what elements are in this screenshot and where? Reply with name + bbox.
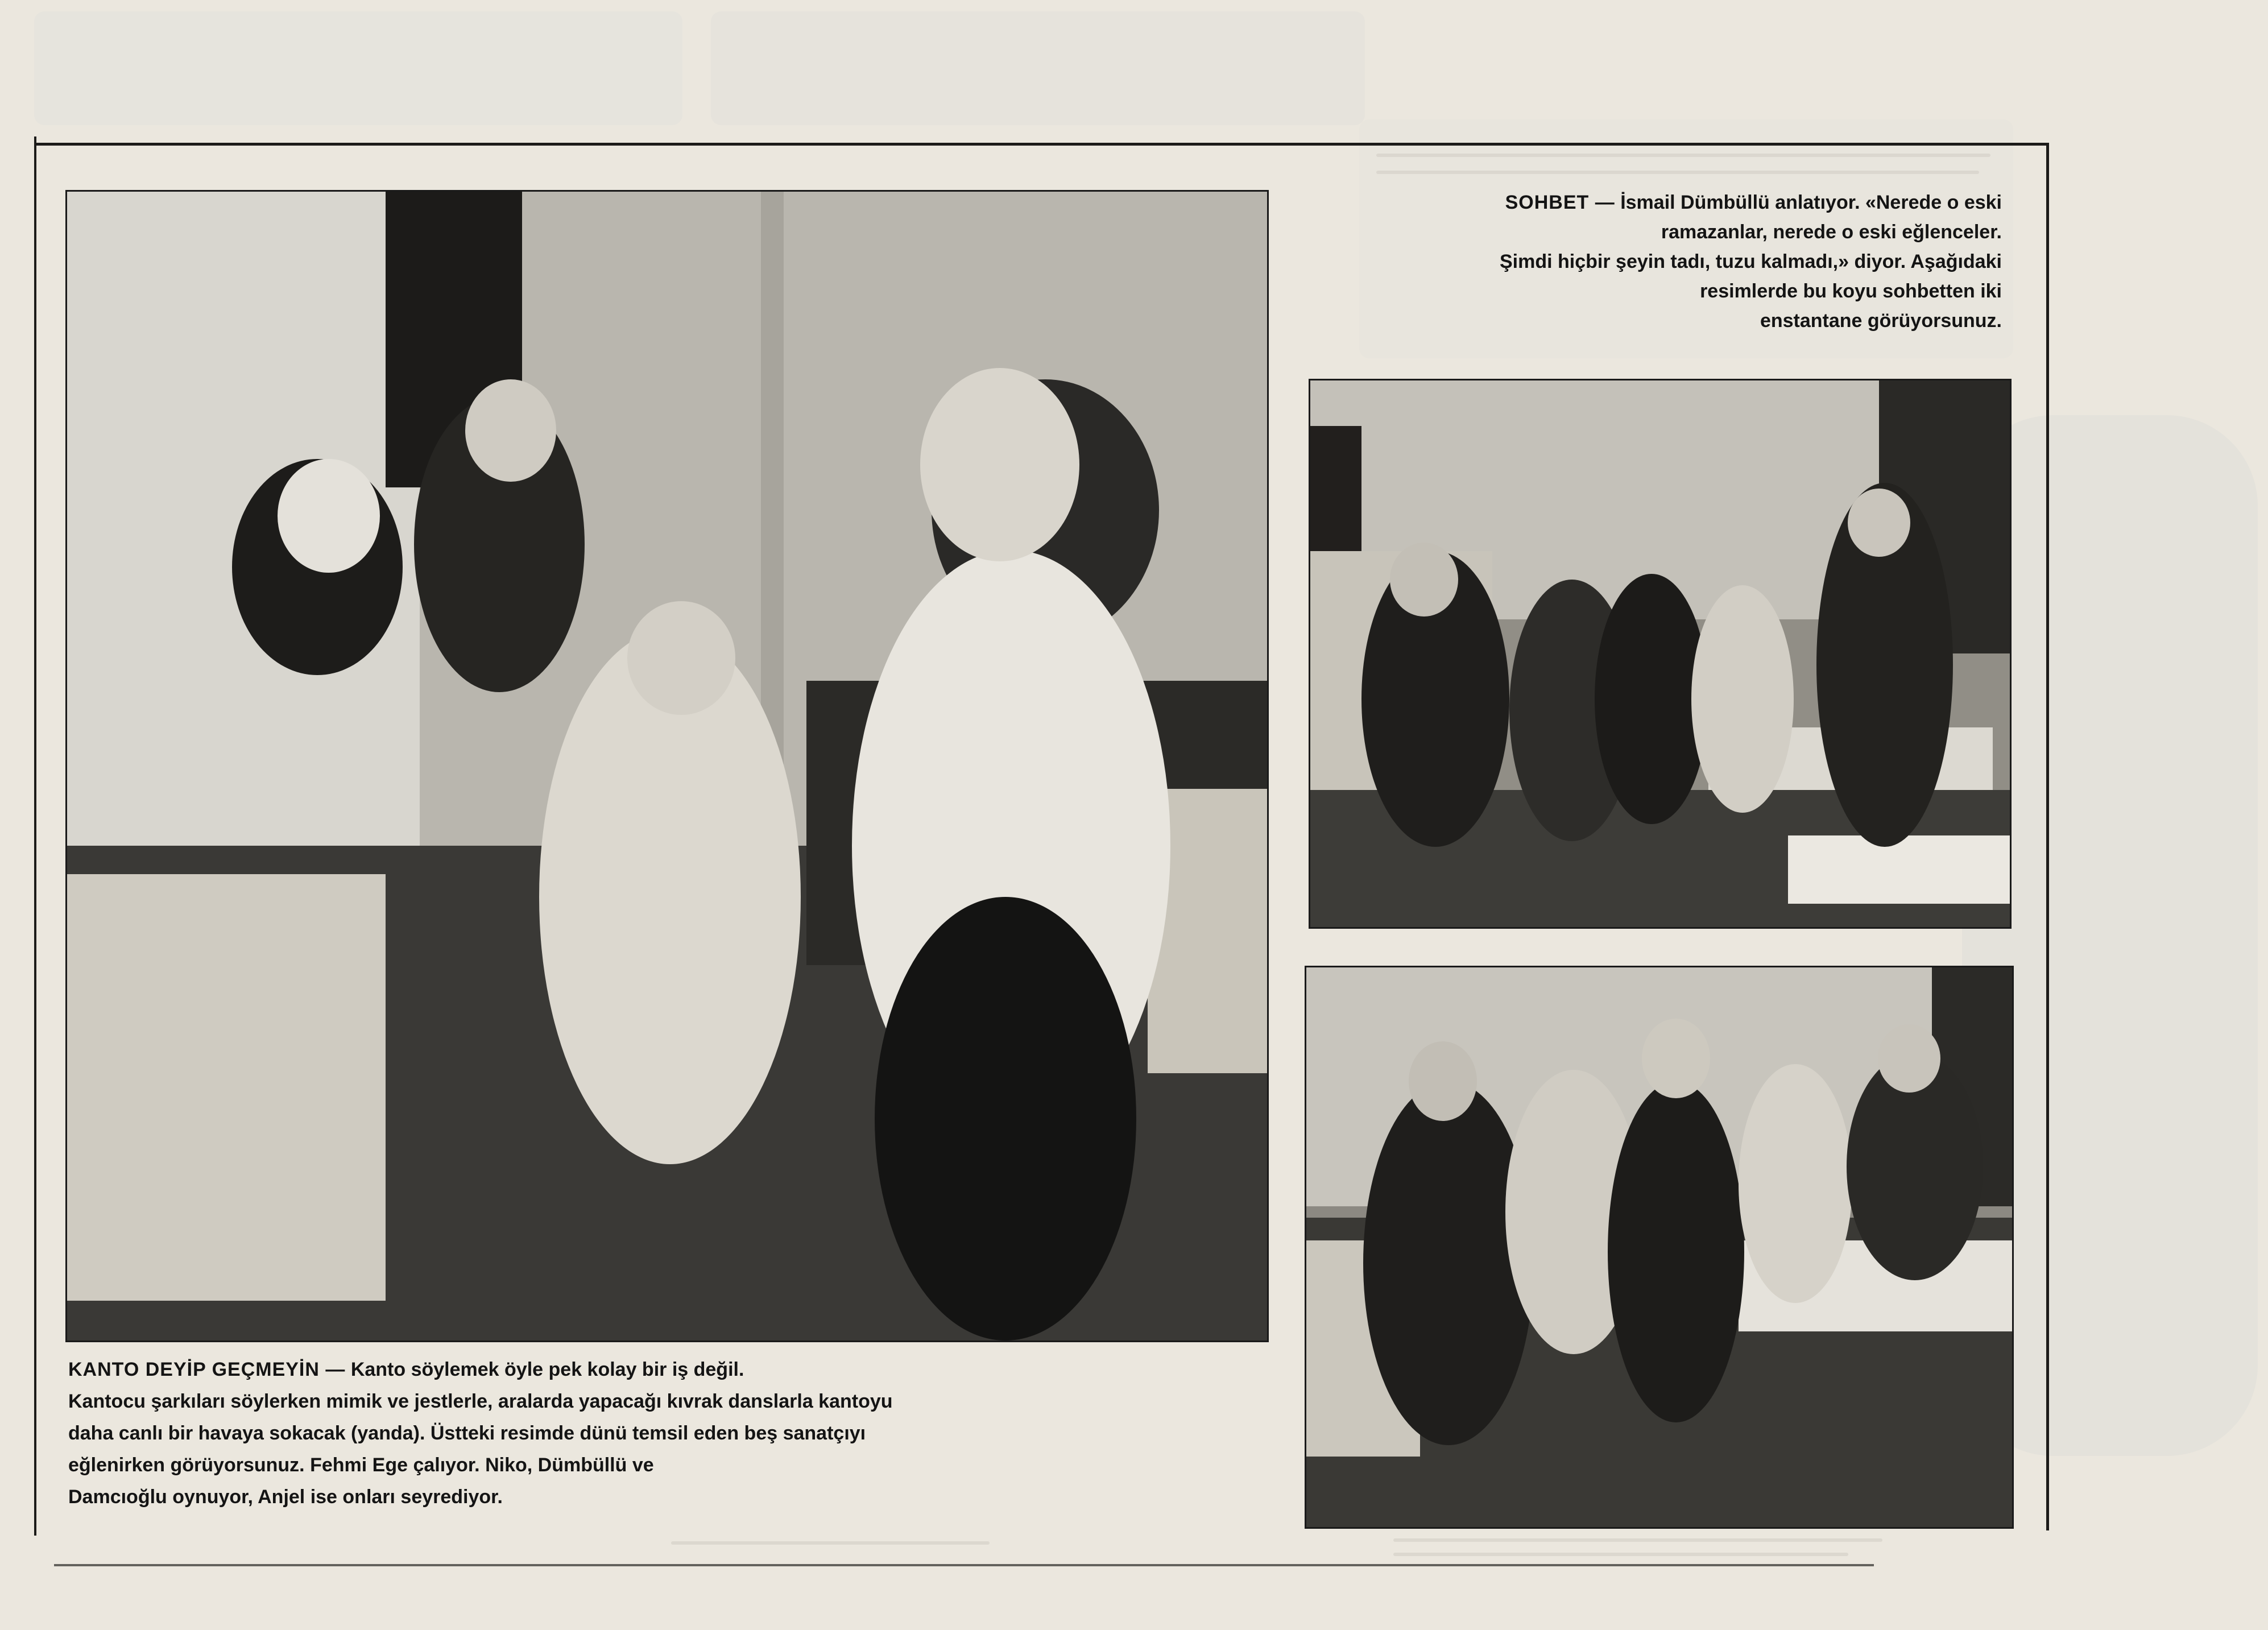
kanto-caption-line: Kanto söylemek öyle pek kolay bir iş değil. [350,1359,744,1380]
kanto-caption [68,1354,1194,1513]
frame-rule-right [2046,143,2049,1530]
frame-rule-left [34,136,36,1536]
top-right-photo-image [1310,380,2010,927]
bottom-right-photo-image [1306,967,2012,1527]
sohbet-caption-line: ramazanlar, nerede o eski eğlenceler. [1661,221,2002,243]
top-right-photo [1309,379,2012,929]
sohbet-caption-line: İsmail Dümbüllü anlatıyor. «Nerede o eski [1620,192,2002,213]
main-photo-image [67,192,1267,1341]
kanto-caption-line: daha canlı bir havaya sokacak (yanda). Üstteki resimde dünü temsil eden beş sanatçıyı [68,1422,866,1444]
show-through-area [711,11,1365,125]
show-through-area [34,11,682,125]
kanto-caption-line: Damcıoğlu oynuyor, Anjel ise onları seyrediyor. [68,1486,503,1508]
sohbet-caption-lead: SOHBET — [1505,192,1615,213]
main-photo [65,190,1269,1342]
sohbet-caption-line: enstantane görüyorsunuz. [1760,310,2002,332]
show-through-line [671,1541,990,1545]
kanto-caption-line: Kantocu şarkıları söylerken mimik ve jestlerle, aralarda yapacağı kıvrak danslarla kantoyu [68,1391,893,1412]
sohbet-caption-line: resimlerde bu koyu sohbetten iki [1700,280,2002,302]
kanto-caption-lead: KANTO DEYİP GEÇMEYİN — [68,1359,346,1380]
sohbet-caption [1354,188,2002,336]
frame-rule-top [36,143,2048,146]
show-through-line [1393,1538,1882,1542]
bottom-right-photo [1305,966,2014,1529]
kanto-caption-line: eğlenirken görüyorsunuz. Fehmi Ege çalıyor. Niko, Dümbüllü ve [68,1454,654,1476]
show-through-line [1376,171,1979,174]
show-through-line [1393,1553,1848,1556]
show-through-line [1376,154,1990,157]
torn-edge [54,1564,1874,1566]
sohbet-caption-line: Şimdi hiçbir şeyin tadı, tuzu kalmadı,» diyor. Aşağıdaki [1500,251,2002,272]
